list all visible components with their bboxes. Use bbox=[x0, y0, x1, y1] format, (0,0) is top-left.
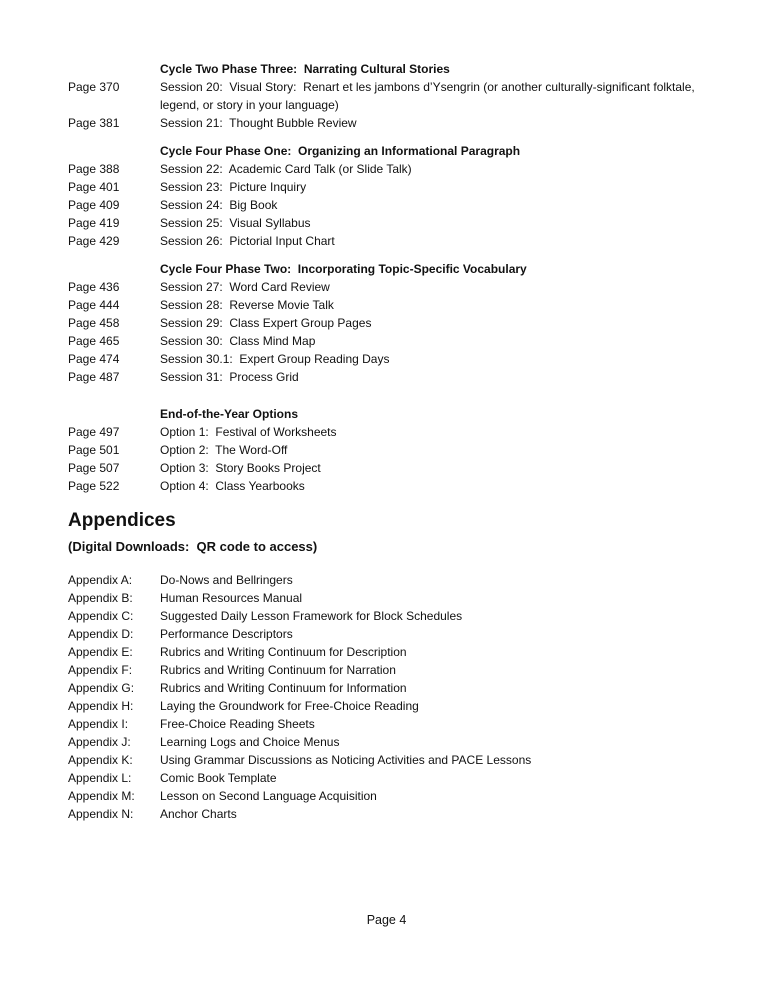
appendix-row bbox=[68, 769, 728, 787]
entry-title: Option 2: The Word-Off bbox=[160, 443, 288, 457]
entry-title: Option 4: Class Yearbooks bbox=[160, 479, 305, 493]
entry-page-number: Page 474 bbox=[68, 352, 120, 366]
entry-title: Session 30: Class Mind Map bbox=[160, 334, 316, 348]
toc-entry-row bbox=[68, 423, 728, 441]
entry-title: Session 21: Thought Bubble Review bbox=[160, 116, 357, 130]
appendix-label: Appendix I: bbox=[68, 717, 129, 731]
toc-entry-row bbox=[68, 368, 728, 386]
appendix-row bbox=[68, 715, 728, 733]
appendices-section bbox=[68, 509, 728, 823]
entry-page-number: Page 429 bbox=[68, 234, 120, 248]
entry-page-number: Page 465 bbox=[68, 334, 120, 348]
entry-page-number: Page 409 bbox=[68, 198, 120, 212]
entry-title: Session 28: Reverse Movie Talk bbox=[160, 298, 334, 312]
appendix-title: Using Grammar Discussions as Noticing Activities and PACE Lessons bbox=[160, 753, 532, 767]
appendix-label: Appendix E: bbox=[68, 645, 133, 659]
toc-entry-row bbox=[68, 314, 728, 332]
toc-entry-row bbox=[68, 114, 728, 132]
appendix-label: Appendix M: bbox=[68, 789, 135, 803]
appendix-list bbox=[68, 571, 728, 823]
appendix-label: Appendix L: bbox=[68, 771, 132, 785]
appendix-row bbox=[68, 787, 728, 805]
toc-entry-row bbox=[68, 178, 728, 196]
appendix-row bbox=[68, 697, 728, 715]
appendix-row bbox=[68, 571, 728, 589]
section-heading: Cycle Two Phase Three: Narrating Cultural Stories bbox=[160, 62, 450, 76]
toc-entry-row bbox=[68, 459, 728, 477]
toc-entry-row bbox=[68, 350, 728, 368]
appendix-title: Free-Choice Reading Sheets bbox=[160, 717, 315, 731]
entry-page-number: Page 458 bbox=[68, 316, 120, 330]
entry-page-number: Page 522 bbox=[68, 479, 120, 493]
entry-title: Session 29: Class Expert Group Pages bbox=[160, 316, 372, 330]
entry-page-number: Page 419 bbox=[68, 216, 120, 230]
appendix-label: Appendix D: bbox=[68, 627, 134, 641]
entry-page-number: Page 436 bbox=[68, 280, 120, 294]
appendix-row bbox=[68, 643, 728, 661]
entry-page-number: Page 501 bbox=[68, 443, 120, 457]
toc-entry-row bbox=[68, 477, 728, 495]
entry-title: Option 3: Story Books Project bbox=[160, 461, 321, 475]
appendix-row bbox=[68, 733, 728, 751]
entry-title: Session 20: Visual Story: Renart et les jambons d’Ysengrin (or another culturally-significant folktale, legend, or story in your language) bbox=[160, 80, 699, 112]
toc-entry-row bbox=[68, 160, 728, 178]
toc-entry-row bbox=[68, 214, 728, 232]
entry-page-number: Page 388 bbox=[68, 162, 120, 176]
toc-section bbox=[68, 142, 728, 250]
appendix-title: Human Resources Manual bbox=[160, 591, 303, 605]
appendix-row bbox=[68, 607, 728, 625]
appendix-row bbox=[68, 679, 728, 697]
entry-title: Session 23: Picture Inquiry bbox=[160, 180, 307, 194]
toc-section bbox=[68, 260, 728, 386]
appendices-subtitle: (Digital Downloads: QR code to access) bbox=[68, 539, 318, 554]
appendix-row bbox=[68, 751, 728, 769]
page-number-footer: Page 4 bbox=[366, 913, 407, 927]
entry-title: Session 24: Big Book bbox=[160, 198, 278, 212]
entry-title: Session 27: Word Card Review bbox=[160, 280, 330, 294]
appendix-label: Appendix F: bbox=[68, 663, 133, 677]
appendix-row bbox=[68, 589, 728, 607]
section-heading-row bbox=[68, 405, 728, 423]
entry-page-number: Page 401 bbox=[68, 180, 120, 194]
section-heading: Cycle Four Phase One: Organizing an Informational Paragraph bbox=[160, 144, 521, 158]
appendix-row bbox=[68, 625, 728, 643]
entry-page-number: Page 487 bbox=[68, 370, 120, 384]
appendix-label: Appendix C: bbox=[68, 609, 134, 623]
appendix-label: Appendix K: bbox=[68, 753, 133, 767]
appendix-title: Do-Nows and Bellringers bbox=[160, 573, 293, 587]
appendix-label: Appendix J: bbox=[68, 735, 131, 749]
toc-section bbox=[68, 60, 728, 132]
toc-entry-row bbox=[68, 78, 728, 114]
toc-entry-row bbox=[68, 196, 728, 214]
appendix-title: Comic Book Template bbox=[160, 771, 277, 785]
entry-title: Session 31: Process Grid bbox=[160, 370, 299, 384]
appendix-title: Lesson on Second Language Acquisition bbox=[160, 789, 377, 803]
entry-title: Session 30.1: Expert Group Reading Days bbox=[160, 352, 390, 366]
appendix-label: Appendix H: bbox=[68, 699, 134, 713]
appendix-row bbox=[68, 661, 728, 679]
toc-entry-row bbox=[68, 332, 728, 350]
toc-section bbox=[68, 405, 728, 495]
appendix-title: Performance Descriptors bbox=[160, 627, 293, 641]
entry-page-number: Page 507 bbox=[68, 461, 120, 475]
appendix-title: Laying the Groundwork for Free-Choice Reading bbox=[160, 699, 419, 713]
appendix-label: Appendix G: bbox=[68, 681, 135, 695]
toc-entry-row bbox=[68, 296, 728, 314]
appendices-title: Appendices bbox=[68, 510, 176, 531]
toc-entry-row bbox=[68, 278, 728, 296]
table-of-contents bbox=[68, 60, 728, 495]
appendix-row bbox=[68, 805, 728, 823]
entry-page-number: Page 370 bbox=[68, 80, 120, 94]
toc-entry-row bbox=[68, 441, 728, 459]
appendix-label: Appendix N: bbox=[68, 807, 134, 821]
toc-entry-row bbox=[68, 232, 728, 250]
entry-title: Option 1: Festival of Worksheets bbox=[160, 425, 337, 439]
appendix-title: Suggested Daily Lesson Framework for Block Schedules bbox=[160, 609, 463, 623]
page-content bbox=[68, 60, 728, 823]
appendix-label: Appendix A: bbox=[68, 573, 133, 587]
section-heading: End-of-the-Year Options bbox=[160, 407, 298, 421]
appendix-label: Appendix B: bbox=[68, 591, 133, 605]
section-heading-row bbox=[68, 260, 728, 278]
entry-title: Session 26: Pictorial Input Chart bbox=[160, 234, 335, 248]
appendix-title: Rubrics and Writing Continuum for Description bbox=[160, 645, 407, 659]
entry-title: Session 22: Academic Card Talk (or Slide Talk) bbox=[160, 162, 412, 176]
appendix-title: Learning Logs and Choice Menus bbox=[160, 735, 340, 749]
section-heading-row bbox=[68, 142, 728, 160]
appendix-title: Rubrics and Writing Continuum for Information bbox=[160, 681, 407, 695]
section-heading: Cycle Four Phase Two: Incorporating Topic-Specific Vocabulary bbox=[160, 262, 527, 276]
appendix-title: Anchor Charts bbox=[160, 807, 237, 821]
section-heading-row bbox=[68, 60, 728, 78]
entry-page-number: Page 497 bbox=[68, 425, 120, 439]
entry-page-number: Page 381 bbox=[68, 116, 120, 130]
appendix-title: Rubrics and Writing Continuum for Narration bbox=[160, 663, 396, 677]
entry-page-number: Page 444 bbox=[68, 298, 120, 312]
entry-title: Session 25: Visual Syllabus bbox=[160, 216, 311, 230]
